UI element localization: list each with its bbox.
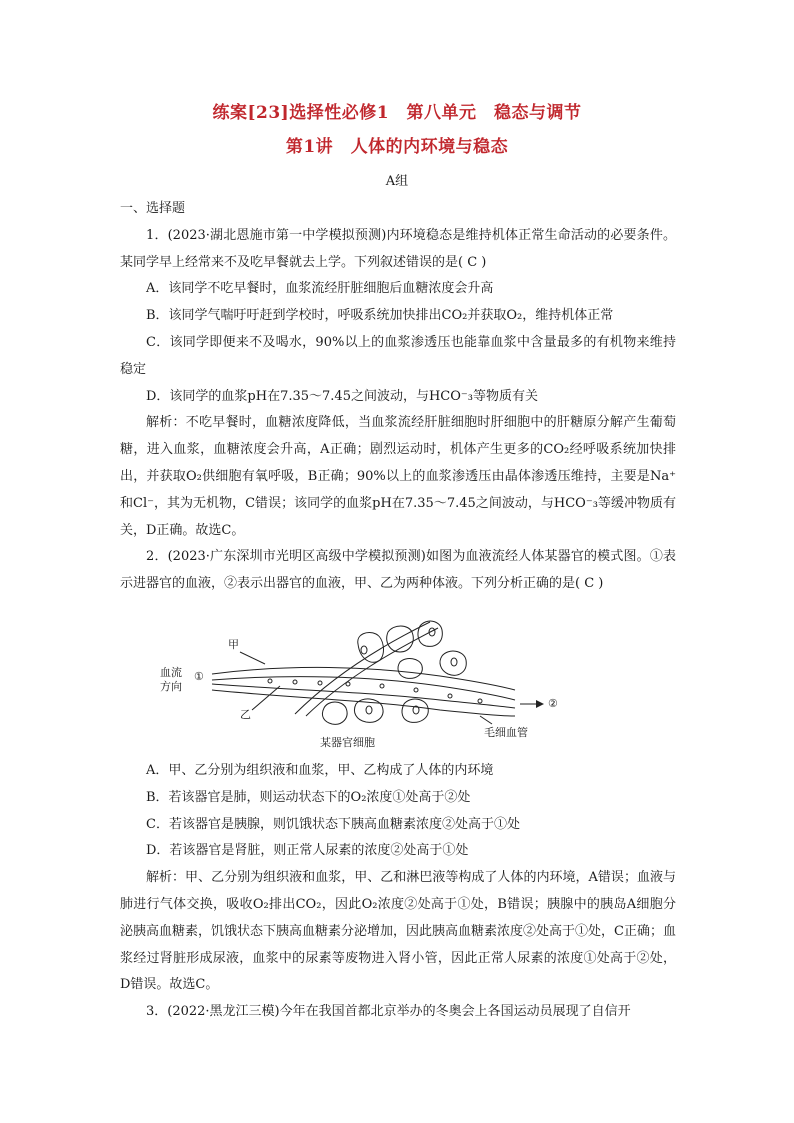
blood-cell (448, 694, 452, 698)
label-organ-cell: 某器官细胞 (320, 735, 375, 749)
label-leader-jia (240, 652, 265, 664)
cell-nucleus (451, 658, 457, 666)
blood-cell (380, 684, 384, 688)
organ-cell (418, 621, 442, 646)
organ-cell (322, 702, 347, 724)
label-outflow-marker: ② (548, 696, 558, 710)
document-body (120, 196, 676, 1026)
label-jia: 甲 (228, 637, 239, 651)
blood-cell (268, 679, 272, 683)
label-leader-capillary (480, 716, 492, 724)
group-label: A组 (385, 174, 409, 189)
blood-cell (414, 688, 418, 692)
q1-option-d: D．该同学的血浆pH在7.35～7.45之间波动，与HCO⁻₃等物质有关 (146, 388, 538, 404)
q1-option-a: A．该同学不吃早餐时，血浆流经肝脏细胞后血糖浓度会升高 (146, 281, 494, 297)
blood-cell (318, 681, 322, 685)
cell-nucleus (366, 706, 372, 714)
q2-option-d: D．若该器官是肾脏，则正常人尿素的浓度②处高于①处 (146, 843, 469, 859)
question-3-stem: 3．(2022·黑龙江三模)今年在我国首都北京举办的冬奥会上各国运动员展现了自信开 (146, 1004, 631, 1020)
lesson-title: 第1讲 人体的内环境与稳态 (285, 137, 509, 157)
label-leader-yi (252, 686, 280, 710)
organ-cell (402, 699, 428, 722)
q2-option-a: A．甲、乙分别为组织液和血浆，甲、乙构成了人体的内环境 (146, 762, 494, 778)
q2-option-b: B．若该器官是肺，则运动状态下的O₂浓度①处高于②处 (146, 789, 471, 805)
label-flow-1: 血流 (160, 665, 182, 679)
organ-cell (398, 658, 422, 678)
question-2-stem: 2．(2023·广东深圳市光明区高级中学模拟预测)如图为血液流经人体某器官的模式图。①表示进器官的血液，②表示出器官的血液，甲、乙为两种体液。下列分析正确的是( C ) (120, 549, 676, 592)
q1-option-c: C．该同学即便来不及喝水，90%以上的血浆渗透压也能靠血浆中含量最多的有机物来维持稳定 (120, 334, 676, 377)
capillary-lower-wall-inner (212, 684, 515, 708)
question-1-stem: 1．(2023·湖北恩施市第一中学模拟预测)内环境稳态是维持机体正常生命活动的必要条件。某同学早上经常来不及吃早餐就去上学。下列叙述错误的是( C ) (120, 227, 676, 270)
q2-analysis: 解析：甲、乙分别为组织液和血浆，甲、乙和淋巴液等构成了人体的内环境，A错误；血液与肺进行气体交换，吸收O₂排出CO₂，因此O₂浓度②处高于①处，B错误；胰腺中的胰岛A细胞分泌胰高血糖素，饥饿状态下胰高血糖素分泌增加，因此胰高血糖素浓度②处高于①处，C正确；血浆经过肾脏形成尿液，血浆中的尿素等废物进入肾小管，因此正常人尿素的浓度①处高于②处，D错误。故选C。 (120, 870, 676, 993)
organ-cell (440, 651, 466, 675)
flow-arrowhead (536, 700, 544, 708)
label-yi: 乙 (240, 707, 251, 721)
page-title: 练案[23]选择性必修1 第八单元 稳态与调节 (212, 103, 582, 123)
blood-cell (478, 699, 482, 703)
blood-cell (346, 682, 350, 686)
label-capillary: 毛细血管 (484, 725, 528, 739)
q1-option-b: B．该同学气喘吁吁赶到学校时，呼吸系统加快排出CO₂并获取O₂，维持机体正常 (146, 308, 614, 324)
label-inflow-marker: ① (194, 669, 204, 683)
label-flow-2: 方向 (160, 679, 182, 693)
blood-cell (293, 680, 297, 684)
capillary-diagram (120, 604, 676, 754)
section-heading: 一、选择题 (120, 201, 186, 216)
q1-analysis: 解析：不吃早餐时，血糖浓度降低，当血浆流经肝脏细胞时肝细胞中的肝糖原分解产生葡萄糖，进入血浆，血糖浓度会升高，A正确；剧烈运动时，机体产生更多的CO₂经呼吸系统加快排出，并获取O₂供细胞有氧呼吸，B正确；90%以上的血浆渗透压由晶体渗透压维持，主要是Na⁺和Cl⁻，其为无机物，C错误；该同学的血浆pH在7.35～7.45之间波动，与HCO⁻₃等缓冲物质有关，D正确。故选C。 (120, 415, 676, 538)
capillary-upper-wall-inner (212, 677, 515, 700)
cell-nucleus (361, 646, 367, 654)
q2-option-c: C．若该器官是胰腺，则饥饿状态下胰高血糖素浓度②处高于①处 (146, 816, 520, 832)
